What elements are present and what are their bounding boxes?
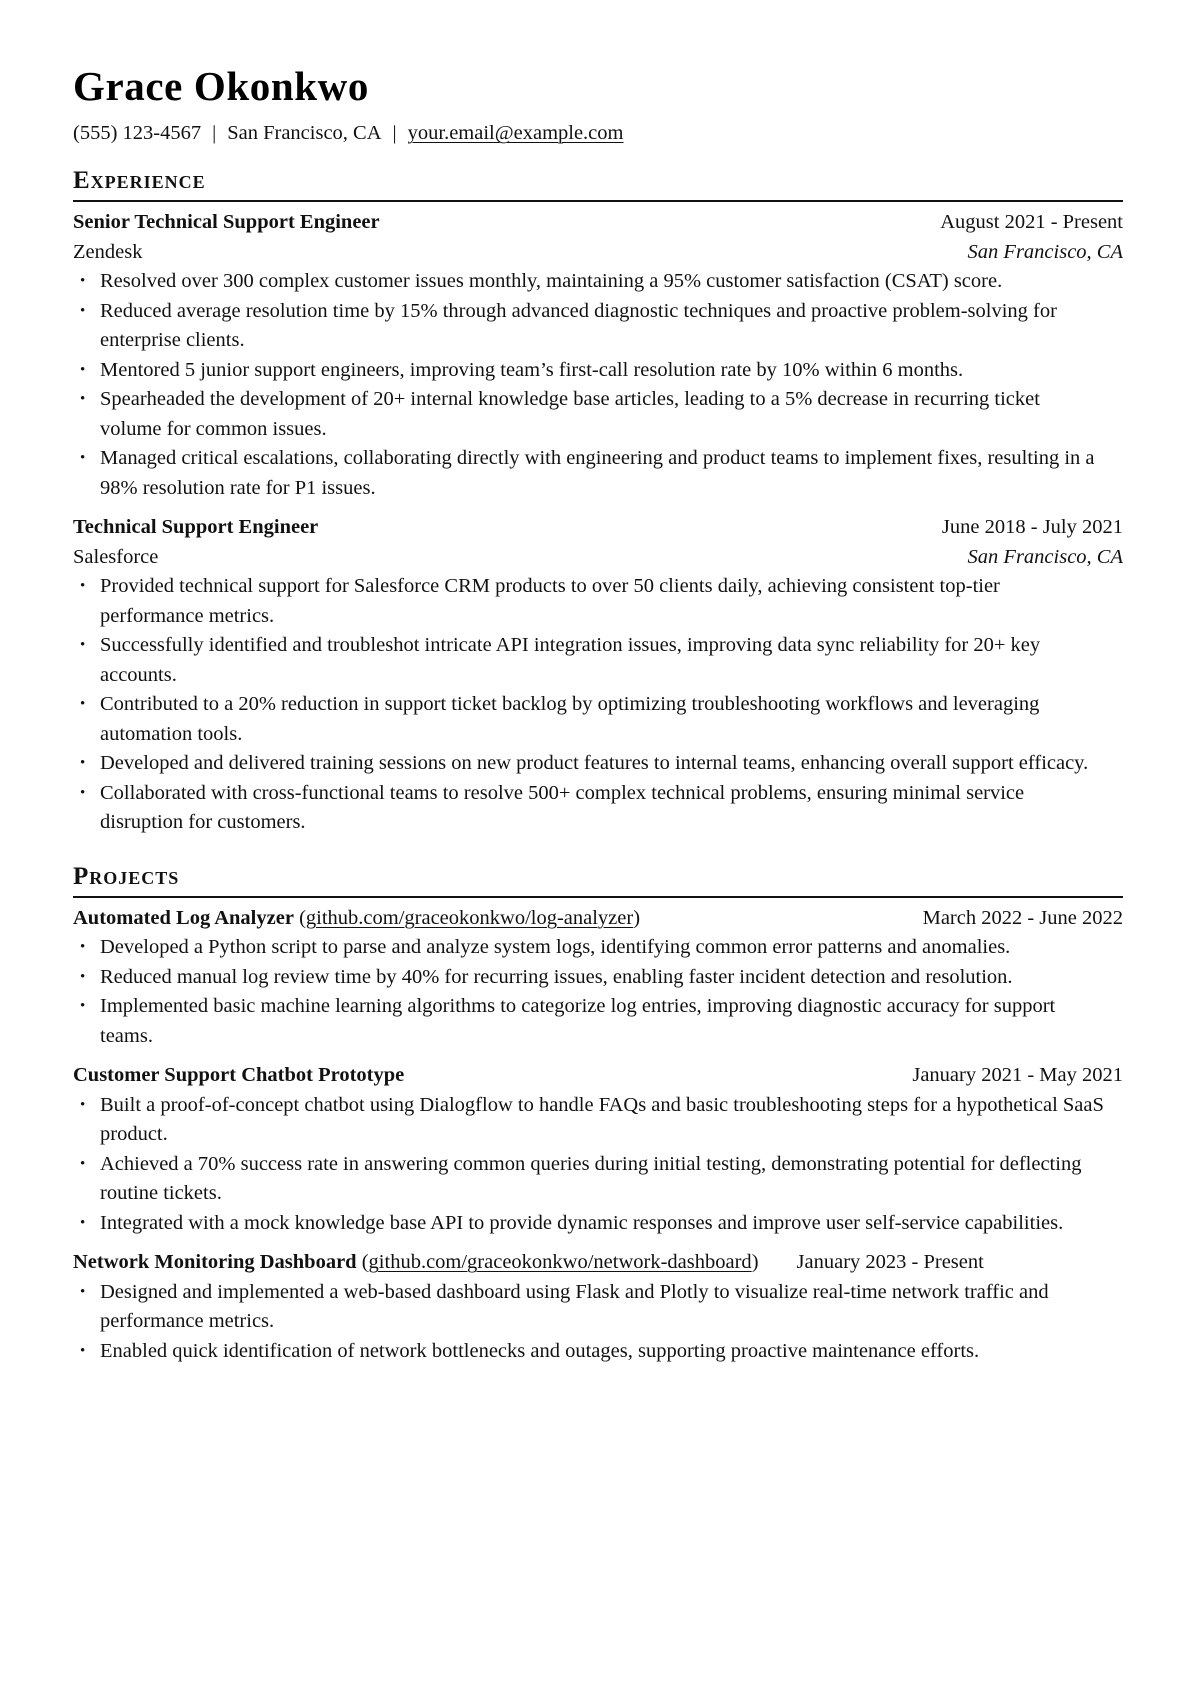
- bullet-item: [73, 297, 1123, 356]
- bullet-text: Developed and delivered training sessions on new product features to internal teams, enhancing overall support efficacy.: [100, 752, 1089, 774]
- job-title: Technical Support Engineer: [73, 516, 319, 538]
- bullet-icon: •: [80, 578, 86, 594]
- project-link[interactable]: github.com/graceokonkwo/network-dashboard: [368, 1251, 752, 1273]
- section-heading-experience: Experience: [73, 167, 206, 194]
- email-link[interactable]: your.email@example.com: [407, 122, 624, 144]
- bullet-item: [73, 631, 1123, 690]
- bullet-text: Collaborated with cross-functional teams to resolve 500+ complex technical problems, ensuring minimal service disruption for customers.: [100, 781, 1025, 833]
- bullet-text: Implemented basic machine learning algorithms to categorize log entries, improving diagnostic accuracy for support teams.: [100, 995, 1056, 1047]
- bullet-icon: •: [80, 1283, 86, 1300]
- separator: |: [392, 122, 397, 144]
- bullet-item: [73, 1337, 1123, 1367]
- bullet-icon: •: [80, 361, 86, 378]
- bullet-item: [73, 1150, 1123, 1209]
- project-bullets: [73, 1091, 1123, 1239]
- job-dates: August 2021 - Present: [940, 211, 1123, 233]
- bullet-icon: •: [80, 696, 86, 712]
- bullet-text: Successfully identified and troubleshot intricate API integration issues, improving data sync reliability for 20+ key accounts.: [100, 634, 1041, 686]
- job-dates: June 2018 - July 2021: [941, 516, 1123, 538]
- contact-line: [73, 120, 1123, 146]
- bullet-icon: •: [80, 755, 86, 771]
- bullet-text: Developed a Python script to parse and analyze system logs, identifying common error patterns and anomalies.: [100, 936, 1011, 958]
- project-title: Customer Support Chatbot Prototype: [73, 1064, 405, 1086]
- bullet-item: [73, 749, 1123, 779]
- bullet-item: [73, 690, 1123, 749]
- bullet-item: [73, 963, 1123, 993]
- project-bullets: [73, 1278, 1123, 1367]
- bullet-item: [73, 1278, 1123, 1337]
- bullet-text: Reduced manual log review time by 40% for recurring issues, enabling faster incident detection and resolution.: [100, 965, 1013, 988]
- bullet-icon: •: [80, 968, 86, 985]
- bullet-text: Mentored 5 junior support engineers, improving team’s first-call resolution rate by 10% within 6 months.: [100, 358, 964, 381]
- job-entry: [73, 208, 1123, 503]
- bullet-item: [73, 572, 1123, 631]
- project-entry: Network Monitoring Dashboard (github.com/graceokonkwo/network-dashboard) January 2023 - Present • Designed and implemented a web-based dashboard using Flask and Plotly to visualize real-time network traffic and performance metrics. • Enabled quick identification of network bottlenecks and outages, supporting proactive maintenance efforts.: [73, 1248, 1123, 1366]
- bullet-icon: •: [80, 391, 86, 407]
- phone-number: (555) 123-4567: [73, 122, 202, 144]
- bullet-text: Spearheaded the development of 20+ internal knowledge base articles, leading to a 5% decrease in recurring ticket volume for common issues.: [100, 388, 1040, 440]
- bullet-icon: •: [80, 939, 86, 955]
- bullet-icon: •: [80, 1342, 86, 1359]
- resume-page: [73, 62, 1123, 1376]
- bullet-item: [73, 385, 1123, 444]
- candidate-name: Grace Okonkwo: [73, 63, 369, 109]
- bullet-icon: •: [80, 1214, 86, 1231]
- bullet-text: Provided technical support for Salesforce CRM products to over 50 clients daily, achieving consistent top-tier performance metrics.: [100, 575, 1000, 627]
- separator: |: [212, 122, 217, 144]
- project-entry: [73, 1061, 1123, 1238]
- bullet-icon: •: [80, 998, 86, 1014]
- bullet-text: Enabled quick identification of network bottlenecks and outages, supporting proactive maintenance efforts.: [100, 1339, 980, 1362]
- company-name: Zendesk: [73, 240, 143, 263]
- section-heading-projects: Projects: [73, 862, 180, 890]
- bullet-icon: •: [80, 302, 86, 319]
- bullet-text: Managed critical escalations, collaborating directly with engineering and product teams to implement fixes, resulting in a 98% resolution rate for P1 issues.: [100, 447, 1095, 499]
- bullet-item: [73, 1209, 1123, 1239]
- bullet-item: [73, 933, 1123, 963]
- bullet-text: Designed and implemented a web-based dashboard using Flask and Plotly to visualize real-time network traffic and performance metrics.: [100, 1280, 1049, 1332]
- project-link[interactable]: github.com/graceokonkwo/log-analyzer: [305, 906, 634, 929]
- bullet-text: Achieved a 70% success rate in answering common queries during initial testing, demonstrating potential for deflecting routine tickets.: [100, 1152, 1082, 1204]
- job-entry: [73, 513, 1123, 838]
- projects-section: [73, 862, 1123, 1367]
- bullet-icon: •: [80, 637, 86, 653]
- project-entry: Automated Log Analyzer (github.com/graceokonkwo/log-analyzer) March 2022 - June 2022 • Developed a Python script to parse and analyze system logs, identifying common error patterns and anomalies. • Reduced manual log review time by 40% for recurring issues, enabling faster incident detection and resolution. • Implemented basic machine learning algorithms to categorize log entries, improving diagnostic accuracy for support teams.: [73, 904, 1123, 1052]
- project-dates: January 2023 - Present: [796, 1251, 984, 1273]
- bullet-text: Integrated with a mock knowledge base API to provide dynamic responses and improve user self-service capabilities.: [100, 1211, 1064, 1234]
- bullet-item: [73, 267, 1123, 297]
- bullet-item: [73, 444, 1123, 503]
- section-divider: [73, 200, 1123, 202]
- job-bullets: [73, 267, 1123, 503]
- bullet-item: [73, 992, 1123, 1051]
- bullet-icon: •: [80, 273, 86, 289]
- job-location: San Francisco, CA: [967, 545, 1123, 568]
- project-dates: March 2022 - June 2022: [922, 906, 1123, 929]
- company-name: Salesforce: [73, 545, 159, 568]
- job-location: San Francisco, CA: [967, 240, 1123, 263]
- bullet-icon: •: [80, 1096, 86, 1113]
- bullet-icon: •: [80, 450, 86, 466]
- contact-location: San Francisco, CA: [227, 122, 382, 144]
- bullet-text: Built a proof-of-concept chatbot using Dialogflow to handle FAQs and basic troubleshooting steps for a hypothetical SaaS product.: [100, 1093, 1104, 1145]
- bullet-item: [73, 779, 1123, 838]
- bullet-text: Resolved over 300 complex customer issues monthly, maintaining a 95% customer satisfaction (CSAT) score.: [100, 270, 1003, 292]
- bullet-icon: •: [80, 784, 86, 801]
- job-bullets: [73, 572, 1123, 838]
- project-bullets: [73, 933, 1123, 1051]
- bullet-text: Reduced average resolution time by 15% through advanced diagnostic techniques and proactive problem-solving for enterprise clients.: [100, 299, 1057, 351]
- project-title: Network Monitoring Dashboard: [73, 1251, 357, 1273]
- bullet-item: [73, 356, 1123, 386]
- job-title: Senior Technical Support Engineer: [73, 211, 380, 233]
- bullet-item: [73, 1091, 1123, 1150]
- bullet-text: Contributed to a 20% reduction in support ticket backlog by optimizing troubleshooting workflows and leveraging automation tools.: [100, 693, 1040, 745]
- project-title: Automated Log Analyzer: [73, 906, 294, 929]
- experience-section: [73, 166, 1123, 838]
- project-dates: January 2021 - May 2021: [912, 1064, 1123, 1086]
- bullet-icon: •: [80, 1155, 86, 1172]
- section-divider: [73, 896, 1123, 898]
